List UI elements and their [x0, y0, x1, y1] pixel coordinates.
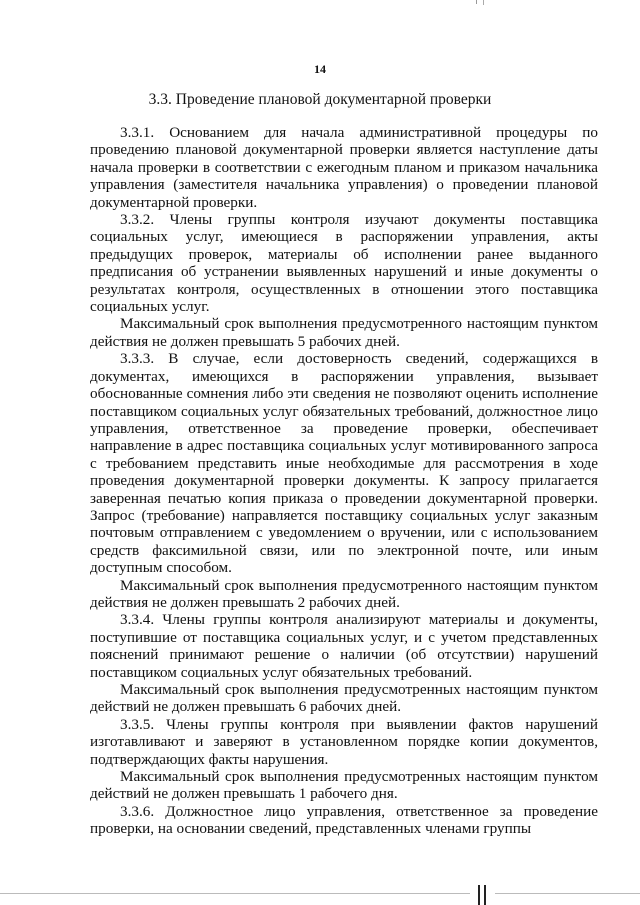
scan-edge-line — [495, 893, 640, 894]
section-heading: 3.3. Проведение плановой документарной проверки — [148, 91, 492, 108]
scan-mark — [476, 0, 477, 4]
page-number: 14 — [314, 62, 326, 76]
paragraph-3-3-6: 3.3.6. Должностное лицо управления, ответственное за проведение проверки, на основании сведений, представленных членами группы — [90, 802, 598, 838]
paragraph-3-3-3: 3.3.3. В случае, если достоверность сведений, содержащихся в документах, имеющихся в распоряжении управления, вызывает обоснованные сомнения либо эти сведения не позволяют оценить исполнение поставщиком социальных услуг обязательных требований, должностное лицо управления, ответственное за проведение проверки, обеспечивает направление в адрес поставщика социальных услуг мотивированного запроса с требованием представить иные необходимые для рассмотрения в ходе проведения документарной проверки документы. К запросу прилагается заверенная печатью копия приказа о проведении документарной проверки. Запрос (требование) направляется поставщику социальных услуг заказным почтовым отправлением с уведомлением о вручении, или с использованием средств факсимильной связи, или по электронной почте, или иным доступным способом. — [90, 350, 598, 577]
document-body — [90, 124, 598, 838]
paragraph-deadline: Максимальный срок выполнения предусмотренных настоящим пунктом действий не должен превышать 6 рабочих дней. — [90, 681, 598, 716]
paragraph-3-3-4: 3.3.4. Члены группы контроля анализируют материалы и документы, поступившие от поставщика социальных услуг, и с учетом представленных пояснений принимают решение о наличии (об отсутствии) нарушений поставщиком социальных услуг обязательных требований. — [90, 611, 598, 681]
scan-edge-bar — [484, 885, 486, 905]
paragraph-3-3-2: 3.3.2. Члены группы контроля изучают документы поставщика социальных услуг, имеющиеся в распоряжении управления, акты предыдущих проверок, материалы об исполнении ранее выданного предписания об устранении выявленных нарушений и иные документы о результатах контроля, осуществленных в отношении этого поставщика социальных услуг. — [90, 211, 598, 316]
paragraph-deadline: Максимальный срок выполнения предусмотренных настоящим пунктом действий не должен превышать 1 рабочего дня. — [90, 768, 598, 803]
scan-mark — [483, 0, 484, 5]
scan-edge-bar — [478, 885, 480, 905]
paragraph-deadline: Максимальный срок выполнения предусмотренного настоящим пунктом действия не должен превышать 5 рабочих дней. — [90, 315, 598, 350]
paragraph-3-3-5: 3.3.5. Члены группы контроля при выявлении фактов нарушений изготавливают и заверяют в установленном порядке копии документов, подтверждающих факты нарушения. — [90, 715, 598, 768]
scan-edge-line — [0, 893, 470, 894]
paragraph-3-3-1: 3.3.1. Основанием для начала административной процедуры по проведению плановой документарной проверки является наступление даты начала проверки в соответствии с ежегодным планом и приказом начальника управления (заместителя начальника управления) о проведении плановой документарной проверки. — [90, 124, 598, 211]
paragraph-deadline: Максимальный срок выполнения предусмотренного настоящим пунктом действия не должен превышать 2 рабочих дней. — [90, 576, 598, 611]
